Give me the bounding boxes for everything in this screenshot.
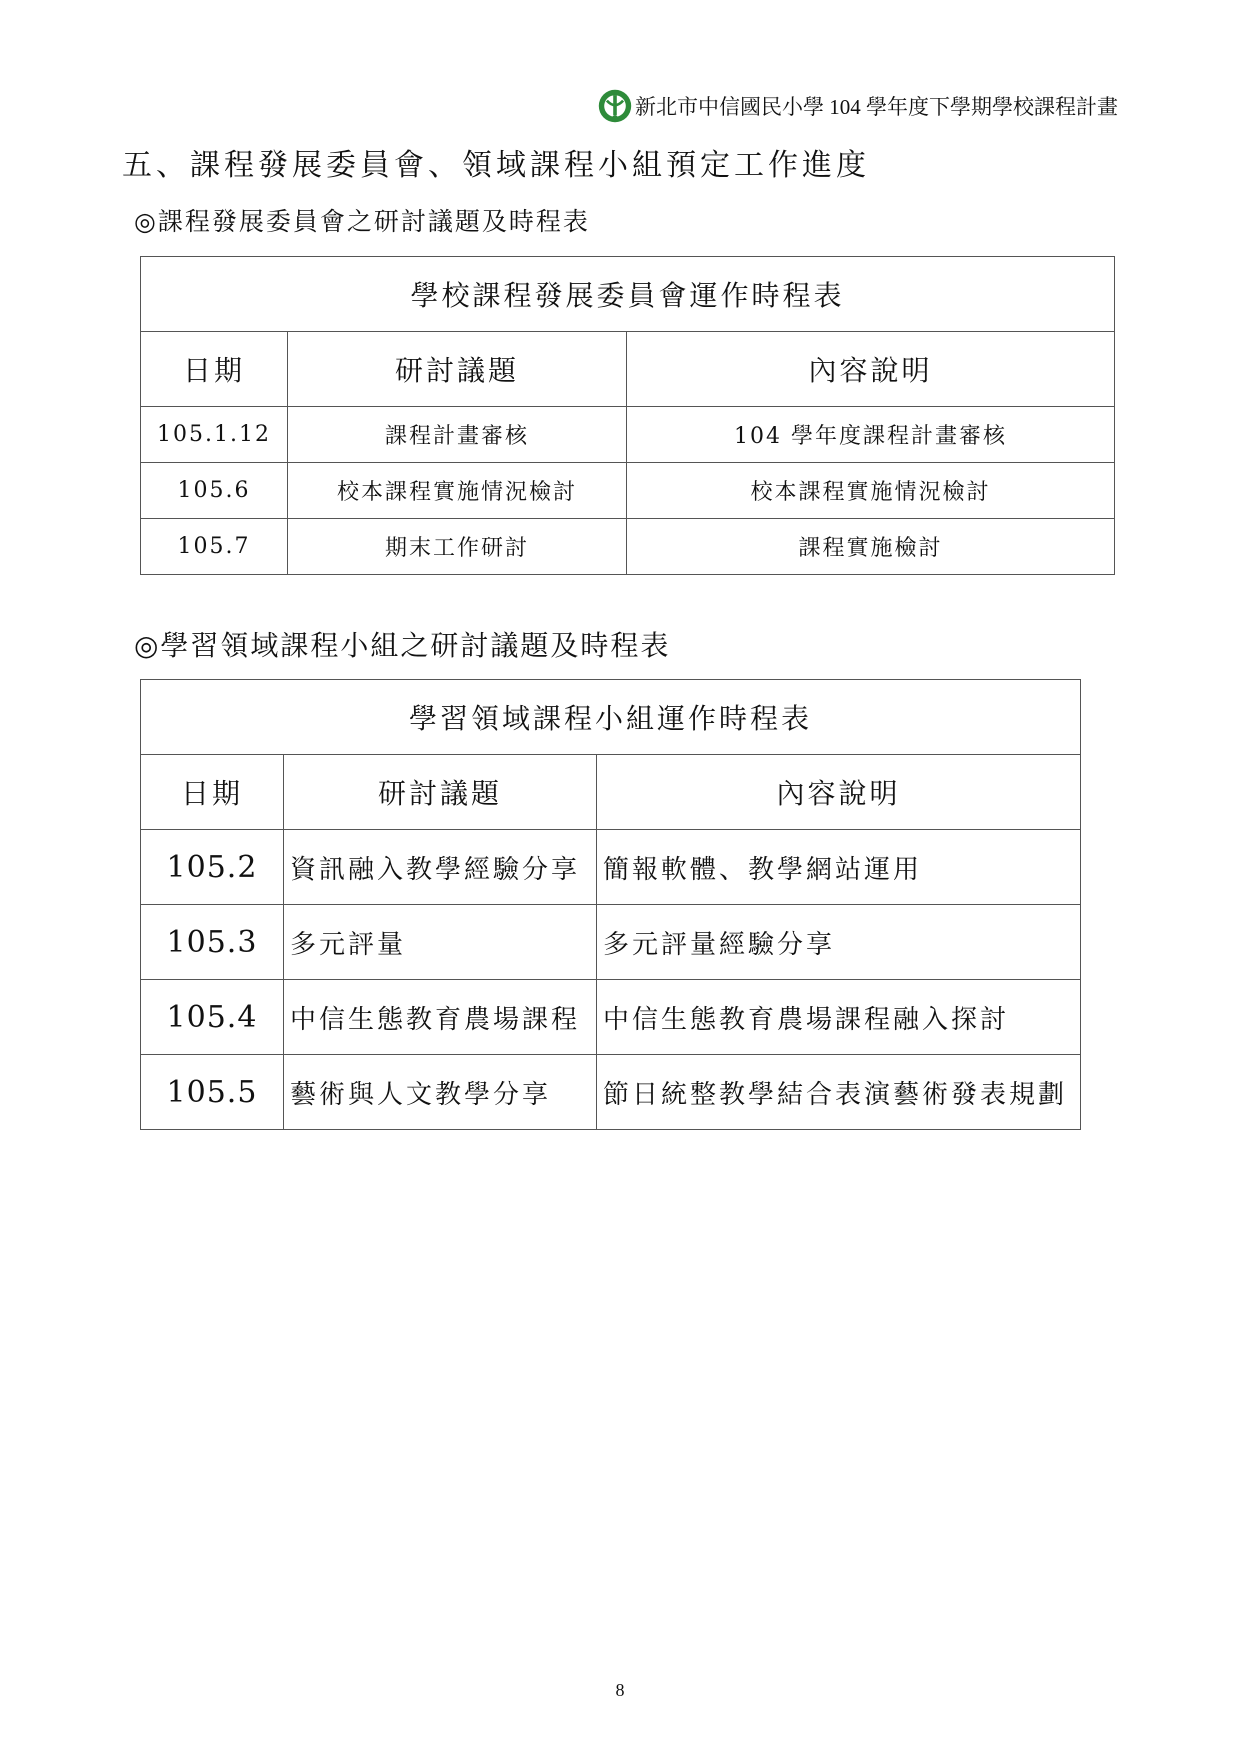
column-header-topic: 研討議題 [284,755,597,830]
committee-schedule-table [140,256,1115,575]
cell-topic: 中信生態教育農場課程 [284,980,597,1055]
cell-date: 105.2 [141,830,284,905]
school-logo-icon [597,88,633,124]
cell-topic: 多元評量 [284,905,597,980]
table-title: 學校課程發展委員會運作時程表 [141,257,1115,332]
table-row [141,905,1081,980]
cell-description: 節日統整教學結合表演藝術發表規劃 [597,1055,1081,1130]
cell-description: 104 學年度課程計畫審核 [627,407,1115,463]
domain-group-subtitle: ◎學習領域課程小組之研討議題及時程表 [134,629,671,662]
page-number: 8 [615,1680,625,1700]
cell-description: 校本課程實施情況檢討 [627,463,1115,519]
cell-date: 105.5 [141,1055,284,1130]
column-header-description: 內容說明 [627,332,1115,407]
header-text: 新北市中信國民小學 104 學年度下學期學校課程計畫 [635,95,1118,119]
cell-topic: 校本課程實施情況檢討 [288,463,627,519]
column-header-date: 日期 [141,755,284,830]
cell-topic: 藝術與人文教學分享 [284,1055,597,1130]
cell-topic: 課程計畫審核 [288,407,627,463]
cell-date: 105.3 [141,905,284,980]
table-row [141,463,1115,519]
column-header-topic: 研討議題 [288,332,627,407]
table-row [141,1055,1081,1130]
cell-date: 105.6 [141,463,288,519]
table-row [141,980,1081,1055]
domain-group-schedule-table [140,679,1081,1130]
table-title: 學習領域課程小組運作時程表 [141,680,1081,755]
cell-date: 105.1.12 [141,407,288,463]
cell-description: 中信生態教育農場課程融入探討 [597,980,1081,1055]
table-row [141,830,1081,905]
cell-topic: 期末工作研討 [288,519,627,575]
table-row [141,407,1115,463]
committee-subtitle: ◎課程發展委員會之研討議題及時程表 [134,207,590,236]
page-header [597,88,1118,124]
column-header-description: 內容說明 [597,755,1081,830]
cell-date: 105.4 [141,980,284,1055]
cell-description: 多元評量經驗分享 [597,905,1081,980]
column-header-date: 日期 [141,332,288,407]
cell-description: 簡報軟體、教學網站運用 [597,830,1081,905]
cell-topic: 資訊融入教學經驗分享 [284,830,597,905]
table-row [141,519,1115,575]
cell-description: 課程實施檢討 [627,519,1115,575]
cell-date: 105.7 [141,519,288,575]
section-title: 五、課程發展委員會、領域課程小組預定工作進度 [122,148,870,183]
